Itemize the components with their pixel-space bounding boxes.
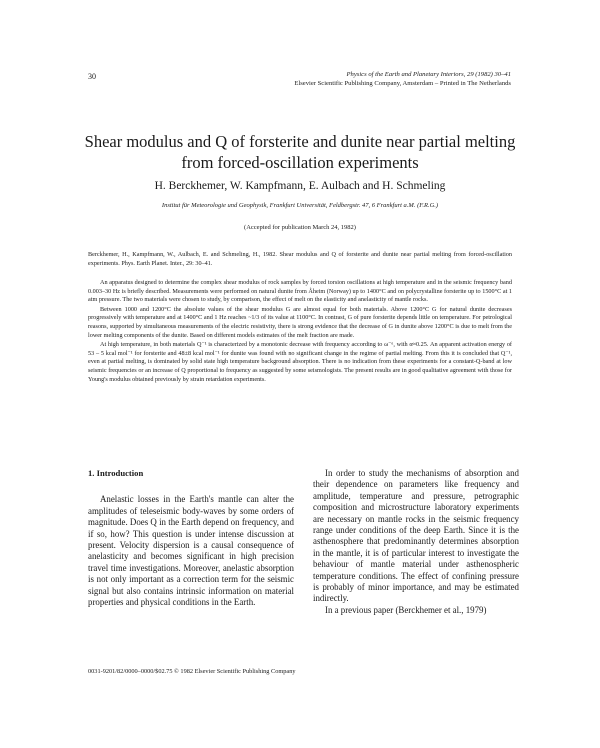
page-number: 30 (88, 72, 96, 81)
author-list: H. Berckhemer, W. Kampfmann, E. Aulbach and H. Schmeling (154, 180, 446, 192)
publisher-line: Elsevier Scientific Publishing Company, Amsterdam – Printed in The Netherlands (294, 80, 511, 87)
body-paragraph: Anelastic losses in the Earth's mantle can alter the amplitudes of teleseismic body-waves by some orders of magnitude. Does Q in the Earth depend on frequency, and if so, how? This question is under intense discussion at present. Velocity dispersion is a causal consequence of anelasticity and becomes significant in high precision travel time investigations. Moreover, anelastic absorption is not only important as a correction term for the seismic signal but also contains intrinsic information on material properties and physical conditions in the Earth. (88, 494, 294, 608)
journal-citation: Physics of the Earth and Planetary Interiors, 29 (1982) 30–41 (346, 71, 511, 78)
title-line-1: Shear modulus and Q of forsterite and dunite near partial melting (84, 132, 516, 151)
title-line-2: from forced-oscillation experiments (181, 153, 419, 172)
abstract-paragraph: Between 1000 and 1200°C the absolute values of the shear modulus G are almost equal for both materials. Above 1200°C G for natural dunite decreases progressively with temperature and at 1400°C and 1 Hz reaches ~1/3 of its value at 1100°C. In contrast, G of pure forsterite depends little on temperature. For petrological reasons, supported by simultaneous measurements of the electric resistivity, there is strong evidence that the decrease of G in dunite above 1200°C is due to melt from the lower melting components of the dunite. Based on different models estimates of the melt fraction are made. (88, 305, 512, 339)
body-paragraph: In a previous paper (Berckhemer et al., 1979) (325, 604, 487, 615)
body-paragraph: In order to study the mechanisms of absorption and their dependence on parameters like frequency and amplitude, temperature and pressure, petrographic composition and microstructure laboratory experiments are necessary on mantle rocks in the seismic frequency range under conditions of the deep Earth. Since it is the asthenosphere that predominantly determines absorption in the mantle, it is of particular interest to investigate the behaviour of mantle material under asthenospheric temperature conditions. The effect of confining pressure is probably of minor importance, and may be estimated indirectly. (313, 468, 519, 604)
abstract-paragraph: An apparatus designed to determine the complex shear modulus of rock samples by forced torsion oscillations at high temperature and in the seismic frequency band 0.003–30 Hz is briefly described. Measurements were performed on natural dunite from Åheim (Norway) up to 1400°C and on polycrystalline forsterite up to 1500°C at 1 atm pressure. The two materials were chosen to study, by comparison, the effect of melt on the elasticity and anelasticity of mantle rocks. (88, 279, 512, 304)
accepted-date: (Accepted for publication March 24, 1982) (244, 224, 356, 231)
affiliation: Institut für Meteorologie und Geophysik, Frankfurt Universität, Feldbergstr. 47, 6 Frankfurt a.M. (F.R.G.) (161, 202, 439, 209)
copyright-footer: 0031-9201/82/0000–0000/$02.75 © 1982 Elsevier Scientific Publishing Company (88, 668, 296, 675)
body-column-right (313, 468, 519, 616)
abstract-paragraph: At high temperature, in both materials Q⁻¹ is characterized by a monotonic decrease with frequency according to ω⁻ᵅ, with α≈0.25. An apparent activation energy of 53 – 5 kcal mol⁻¹ for forsterite and 48±8 kcal mol⁻¹ for dunite was found with no significant change in the regime of partial melting. From this it is concluded that Q⁻¹, even at partial melting, is dominated by solid state high temperature background absorption. There is no indication from these experiments for a constant-Q-band at low seismic frequencies or an increase of Q proportional to frequency as suggested by some seismologists. The present results are in good qualitative agreement with those for Young's modulus obtained previously by strain retardation experiments. (88, 341, 512, 383)
body-column-left (88, 468, 294, 608)
section-heading: 1. Introduction (88, 468, 144, 478)
paper-title (60, 131, 540, 173)
citation-block: Berckhemer, H., Kampfmann, W., Aulbach, E. and Schmeling, H., 1982. Shear modulus and Q of forsterite and dunite near partial melting from forced-oscillation experiments. Phys. Earth Planet. Inter., 29: 30–41. (88, 251, 512, 267)
abstract (88, 279, 512, 385)
journal-header (91, 70, 511, 88)
